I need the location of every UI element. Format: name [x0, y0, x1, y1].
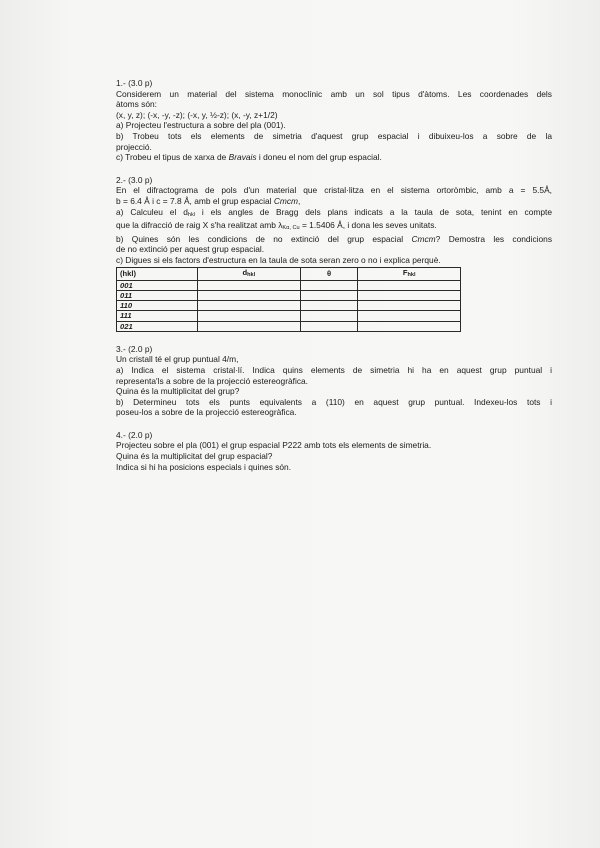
theta-header: θ: [300, 267, 358, 280]
q1-part-c-end: i doneu el nom del grup espacial.: [256, 152, 382, 163]
d-header: [198, 267, 301, 280]
f-cell[interactable]: [358, 321, 461, 331]
q3-part-a-cont: representa'ls a sobre de la projecció estereogràfica.: [116, 375, 309, 386]
q3-multiplicity: Quina és la multiplicitat del grup?: [116, 386, 240, 397]
d-cell[interactable]: [198, 311, 301, 321]
q1-part-b-cont: projecció.: [116, 141, 152, 152]
hkl-table: [116, 267, 461, 332]
question-4-title: 4.- (2.0 p): [116, 429, 153, 440]
hkl-cell: 110: [117, 301, 198, 311]
q2-part-b-text: b) Quines són les condicions de no extinció del grup espacial: [116, 233, 412, 244]
q2-part-b-group: Cmcm: [411, 233, 436, 244]
q2-lambda-sub: Kα, Cu: [282, 225, 300, 232]
theta-cell[interactable]: [300, 280, 358, 290]
table-row: [117, 321, 461, 331]
f-cell[interactable]: [358, 290, 461, 300]
hkl-cell: 011: [117, 290, 198, 300]
question-2: [116, 175, 552, 332]
f-cell[interactable]: [358, 301, 461, 311]
q2-part-b-rest: ? Demostra les condicions: [435, 233, 553, 244]
question-3-title: 3.- (2.0 p): [116, 343, 153, 354]
q2-part-a-text: a) Calculeu el d: [116, 206, 188, 217]
q3-part-b-cont: poseu-los a sobre de la projecció estereogràfica.: [116, 407, 297, 418]
q3-part-a: a) Indica el sistema cristal·lí. Indica quins elements de simetria hi ha en aquest grup puntual i: [116, 364, 552, 375]
d-cell[interactable]: [198, 290, 301, 300]
q1-part-b: b) Trobeu tots els elements de simetria d'aquest grup espacial i dibuixeu-los a sobre de la: [116, 130, 552, 141]
q1-line-1: Considerem un material del sistema monoclínic amb un sol tipus d'àtoms. Les coordenades dels: [116, 88, 552, 99]
hkl-table-header: [117, 267, 461, 280]
q2-lambda-text: que la difracció de raig X s'ha realitzat amb λ: [116, 220, 283, 231]
q2-part-b: [116, 234, 552, 245]
q1-line-2: àtoms són:: [116, 99, 157, 110]
q1-part-c: [116, 152, 552, 163]
q2-part-b-cont: de no extinció per aquest grup espacial.: [116, 244, 265, 255]
table-row: [117, 290, 461, 300]
d-cell[interactable]: [198, 280, 301, 290]
q4-line-1: Projecteu sobre el pla (001) el grup espacial P222 amb tots els elements de simetria.: [116, 440, 432, 451]
theta-cell[interactable]: [300, 321, 358, 331]
question-1: [116, 78, 552, 163]
hkl-cell: 021: [117, 321, 198, 331]
theta-cell[interactable]: [300, 311, 358, 321]
hkl-cell: 111: [117, 311, 198, 321]
q2-line-2-text: b = 6.4 Å i c = 7.8 Å, amb el grup espacial: [116, 195, 274, 206]
q3-part-b: b) Determineu tots els punts equivalents a (110) en aquest grup puntual. Indexeu-los tots i: [116, 396, 552, 407]
q1-bravais: Bravais: [228, 152, 257, 163]
q3-line-1: Un cristall té el grup puntual 4/m,: [116, 354, 239, 365]
table-row: [117, 311, 461, 321]
question-3: [116, 344, 552, 418]
q4-line-3: Indica si hi ha posicions especials i quines són.: [116, 461, 292, 472]
q2-line-2: [116, 196, 552, 207]
f-header-sub: hkl: [407, 271, 416, 278]
q1-coordinates: (x, y, z); (-x, -y, -z); (-x, y, ½-z); (x, -y, z+1/2): [116, 109, 278, 120]
question-1-title: 1.- (3.0 p): [116, 78, 153, 88]
exam-content: [116, 78, 552, 484]
table-row: [117, 280, 461, 290]
q2-space-group: Cmcm: [273, 195, 299, 206]
question-2-title: 2.- (3.0 p): [116, 174, 153, 185]
f-cell[interactable]: [358, 280, 461, 290]
f-header: [358, 267, 461, 280]
q1-part-c-text: c) Trobeu el tipus de xarxa de: [116, 152, 229, 163]
hkl-cell: 001: [117, 280, 198, 290]
q2-part-a-rest: i els angles de Bragg dels plans indicats a la taula de sota, tenint en compte: [195, 206, 552, 217]
theta-cell[interactable]: [300, 290, 358, 300]
d-header-sub: hkl: [247, 271, 256, 278]
q2-part-c: c) Digues si els factors d'estructura en la taula de sota seran zero o no i explica perquè.: [116, 254, 441, 265]
question-4: [116, 430, 552, 472]
q1-part-a: a) Projecteu l'estructura a sobre del pla (001).: [116, 120, 286, 131]
theta-cell[interactable]: [300, 301, 358, 311]
f-header-text: F: [402, 267, 408, 277]
q2-part-a-cont: [116, 220, 552, 234]
d-cell[interactable]: [198, 301, 301, 311]
f-cell[interactable]: [358, 311, 461, 321]
table-row: [117, 301, 461, 311]
hkl-header: (hkl): [117, 267, 198, 280]
q2-part-a: [116, 207, 552, 221]
q2-part-a-sub: hkl: [187, 211, 196, 218]
d-header-text: d: [242, 267, 248, 277]
q2-line-2-end: ,: [298, 195, 301, 206]
q2-line-1: En el difractograma de pols d'un material que cristal·litza en el sistema ortoròmbic, amb a = 5.5Å,: [116, 185, 552, 196]
q2-lambda-rest: = 1.5406 Å, i dona les seves unitats.: [299, 220, 437, 231]
q4-line-2: Quina és la multiplicitat del grup espacial?: [116, 451, 273, 462]
d-cell[interactable]: [198, 321, 301, 331]
